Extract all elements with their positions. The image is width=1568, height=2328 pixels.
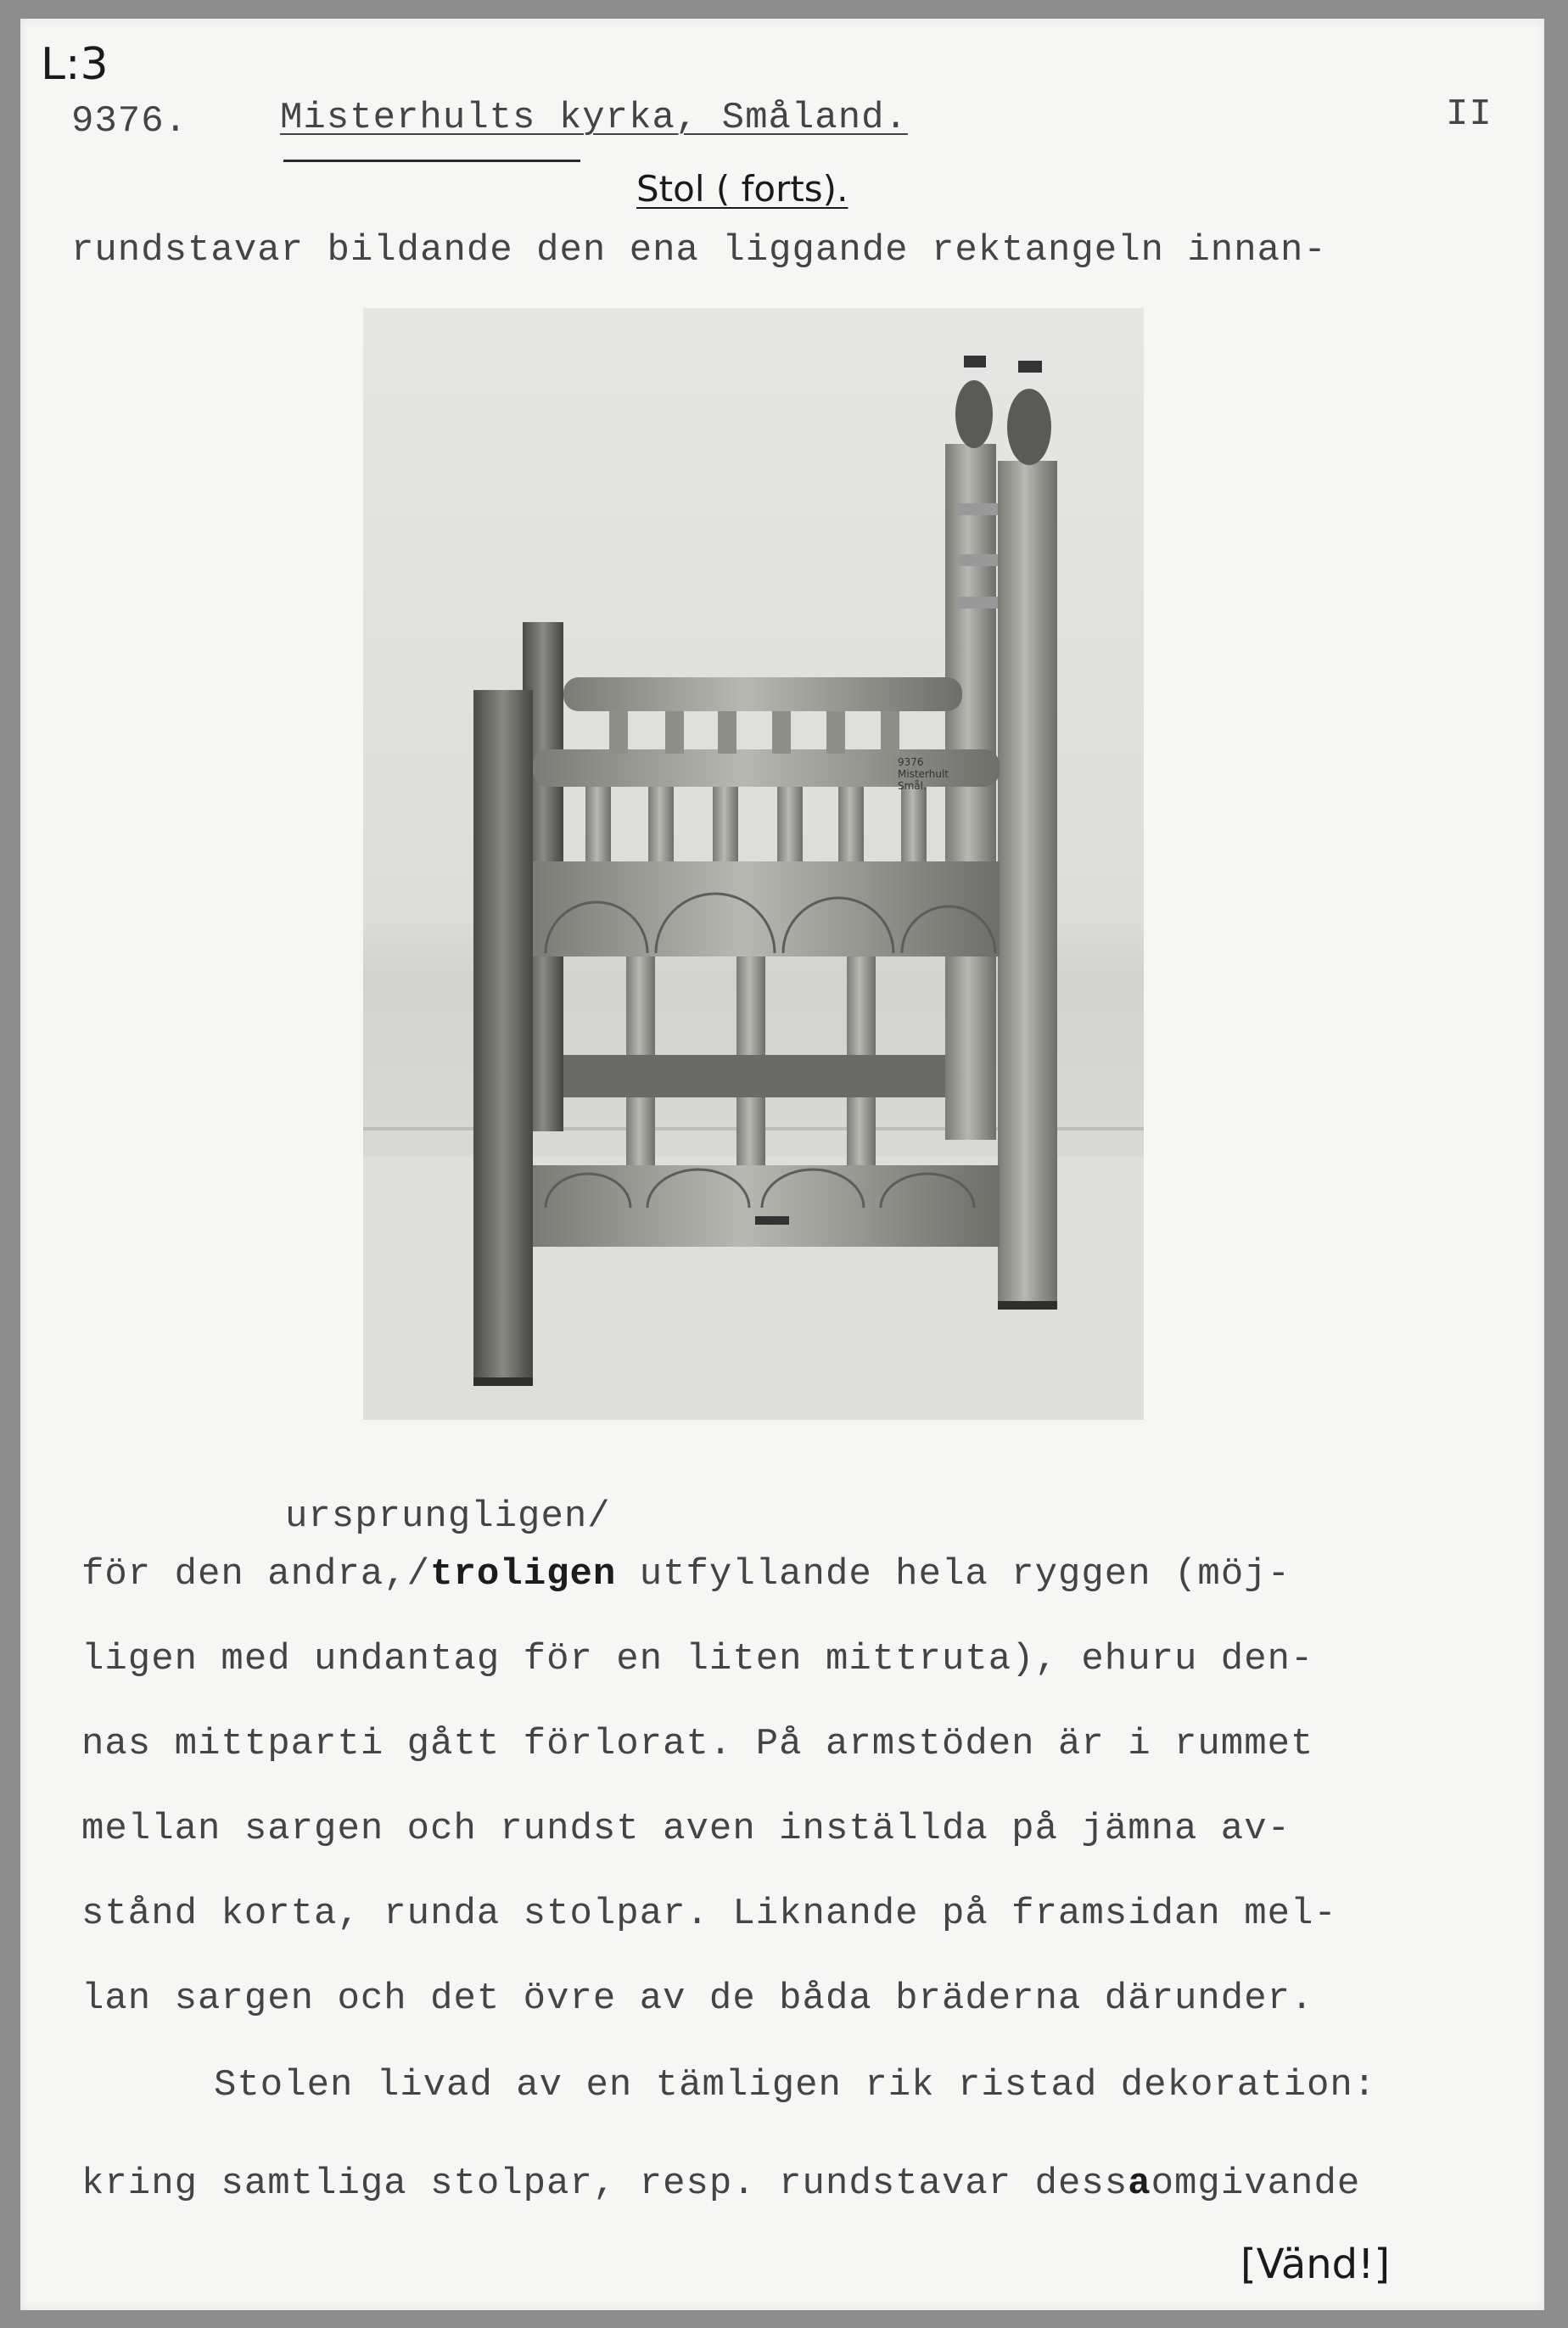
text-line-1: [81, 1553, 1291, 1596]
turn-page-note: [Vänd!]: [1240, 2241, 1391, 2288]
catalog-mark: L:3: [41, 39, 109, 90]
text-line-0: rundstavar bildande den ena liggande rektangeln innan-: [71, 229, 1327, 272]
title-underline: [283, 160, 580, 162]
text-line-1-a: för den andra,/: [81, 1553, 431, 1596]
chair-illustration: [363, 308, 1144, 1420]
subtitle-handwritten: Stol ( forts).: [636, 168, 848, 210]
page-label: II: [1446, 93, 1492, 136]
insertion-above-line: ursprungligen/: [285, 1495, 611, 1538]
text-line-1-b: troligen: [430, 1553, 617, 1596]
text-line-8-c: omgivande: [1151, 2163, 1361, 2205]
text-line-8-a: kring samtliga stolpar, resp. rundstavar dess: [81, 2163, 1128, 2205]
text-line-6: lan sargen och det övre av de båda bräderna därunder.: [81, 1977, 1314, 2020]
text-line-3: nas mittparti gått förlorat. På armstöden är i rummet: [81, 1723, 1314, 1765]
card-number: 9376.: [71, 100, 188, 143]
card-title: Misterhults kyrka, Småland.: [280, 97, 908, 139]
catalog-card: [20, 19, 1544, 2310]
chair-label-tag: 9376 Misterhult Smål.: [898, 756, 949, 792]
text-line-5: stånd korta, runda stolpar. Liknande på framsidan mel-: [81, 1893, 1337, 1935]
text-line-7: Stolen livad av en tämligen rik ristad dekoration:: [214, 2064, 1377, 2106]
chair-photograph: [363, 308, 1144, 1420]
text-line-4: mellan sargen och rundst aven inställda på jämna av-: [81, 1808, 1291, 1850]
text-line-8: [81, 2163, 1360, 2205]
text-line-2: ligen med undantag för en liten mittruta), ehuru den-: [81, 1638, 1314, 1680]
text-line-8-b: a: [1128, 2163, 1151, 2205]
text-line-1-c: utfyllande hela ryggen (möj-: [616, 1553, 1291, 1596]
